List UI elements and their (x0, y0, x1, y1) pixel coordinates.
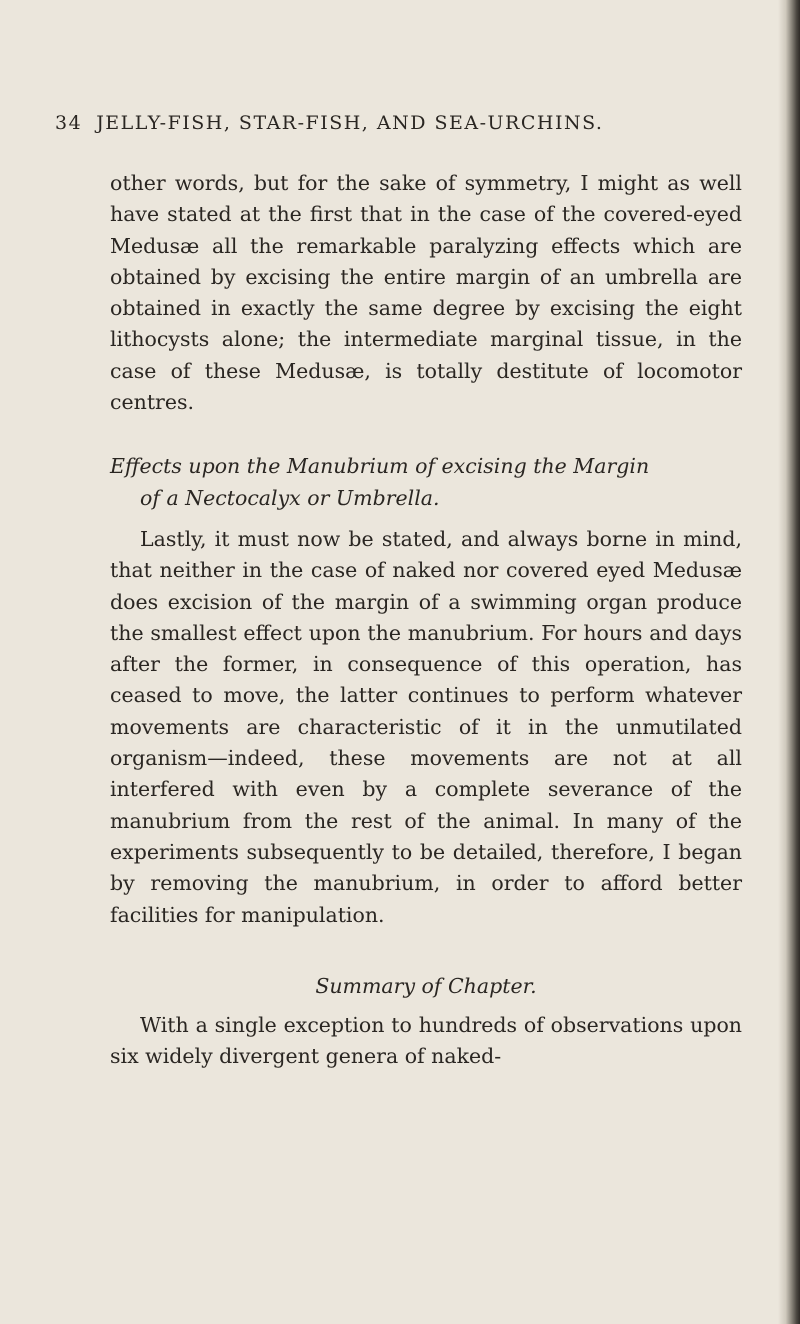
section-heading-effects-line2: of a Nectocalyx or Umbrella. (140, 485, 440, 510)
paragraph-1: other words, but for the sake of symmetry, I might as well have stated at the first that in the case of the covered-eyed Medusæ all the remarkable paralyzing effects which are obtained by excising the entire margin of an umbrella are obtained in exactly the same degree by excising the eight lithocysts alone; the intermediate marginal tissue, in the case of these Medusæ, is totally destitute of locomotor centres. (110, 171, 742, 415)
section-heading-summary: Summary of Chapter. (315, 973, 537, 998)
paragraph-3: With a single exception to hundreds of observations upon six widely divergent genera of naked- (110, 1013, 742, 1069)
paragraph-2: Lastly, it must now be stated, and always borne in mind, that neither in the case of naked nor covered eyed Medusæ does excision of the margin of a swimming organ produce the smallest effect upon the manubrium. For hours and days after the former, in consequence of this operation, has ceased to move, the latter continues to perform whatever movements are characteristic of it in the unmutilated organism—indeed, these movements are not at all interfered with even by a complete severance of the manubrium from the rest of the animal. In many of the experiments subsequently to be detailed, therefore, I began by removing the manubrium, in order to afford better facilities for manipulation. (110, 526, 742, 927)
running-title: JELLY-FISH, STAR-FISH, AND SEA-URCHINS. (96, 112, 604, 134)
section-heading-effects (110, 451, 742, 514)
page-number: 34 (55, 112, 83, 134)
section-heading-effects-line1: Effects upon the Manubrium of excising the Margin (110, 454, 650, 479)
body-text (110, 168, 742, 1073)
page-binding-edge (778, 0, 800, 1324)
running-header (55, 112, 745, 142)
